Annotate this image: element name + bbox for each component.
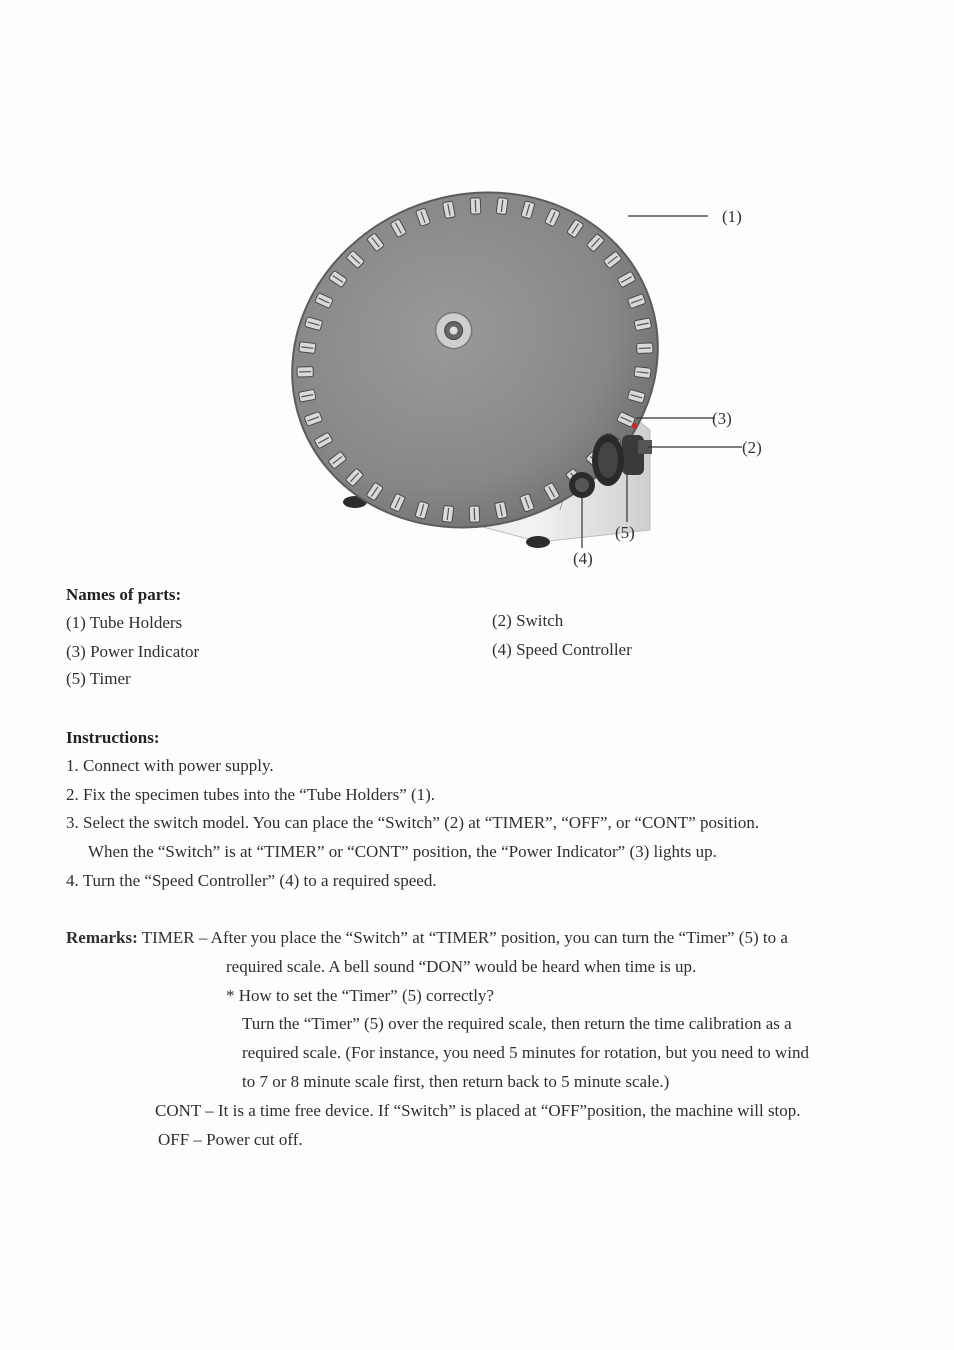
tube-holder [470, 198, 481, 214]
tube-holder [299, 342, 316, 354]
parts-heading: Names of parts: [66, 585, 182, 604]
remarks-off: OFF – Power cut off. [158, 1130, 303, 1149]
part-tube-holders: (1) Tube Holders [66, 613, 183, 632]
remarks-howto-line-3: to 7 or 8 minute scale first, then return back to 5 minute scale.) [242, 1072, 670, 1091]
callout-4: (4) [573, 549, 593, 568]
tube-holder [442, 505, 454, 522]
remarks-heading: Remarks: [66, 928, 138, 947]
part-speed-controller: (4) Speed Controller [492, 640, 632, 659]
remarks-cont: CONT – It is a time free device. If “Switch” is placed at “OFF”position, the machine will stop. [155, 1101, 801, 1120]
callout-1: (1) [722, 207, 742, 226]
remarks-howto-line-2: required scale. (For instance, you need 5 minutes for rotation, but you need to wind [242, 1043, 809, 1062]
instruction-step-3: 3. Select the switch model. You can place the “Switch” (2) at “TIMER”, “OFF”, or “CONT” position. [66, 813, 760, 832]
tube-holder [496, 198, 508, 215]
callout-2: (2) [742, 438, 762, 457]
instruction-step-2: 2. Fix the specimen tubes into the “Tube Holders” (1). [66, 785, 436, 804]
remarks-timer-line-1 [66, 928, 788, 948]
tube-holder [469, 506, 480, 522]
tube-holder [297, 367, 313, 378]
callout-3: (3) [712, 409, 732, 428]
rotator-diagram [260, 130, 800, 590]
remarks-timer-text: TIMER – After you place the “Switch” at “TIMER” position, you can turn the “Timer” (5) to a [141, 928, 788, 947]
callout-5: (5) [615, 523, 635, 542]
power-indicator-light [632, 423, 638, 429]
part-power-indicator: (3) Power Indicator [66, 642, 200, 661]
instructions-heading: Instructions: [66, 728, 160, 747]
instruction-step-4: 4. Turn the “Speed Controller” (4) to a required speed. [66, 871, 437, 890]
rotator-illustration [260, 130, 800, 590]
part-switch: (2) Switch [492, 611, 564, 630]
instruction-step-1: 1. Connect with power supply. [66, 756, 274, 775]
part-timer: (5) Timer [66, 669, 131, 688]
tube-holder [637, 343, 653, 354]
instruction-step-3-continued: When the “Switch” is at “TIMER” or “CONT” position, the “Power Indicator” (3) lights up. [88, 842, 717, 861]
tube-holder [634, 366, 651, 378]
remarks-howto-line-1: Turn the “Timer” (5) over the required scale, then return the time calibration as a [242, 1014, 792, 1033]
remarks-timer-line-2: required scale. A bell sound “DON” would be heard when time is up. [226, 957, 697, 976]
remarks-howto-question: * How to set the “Timer” (5) correctly? [226, 986, 494, 1005]
